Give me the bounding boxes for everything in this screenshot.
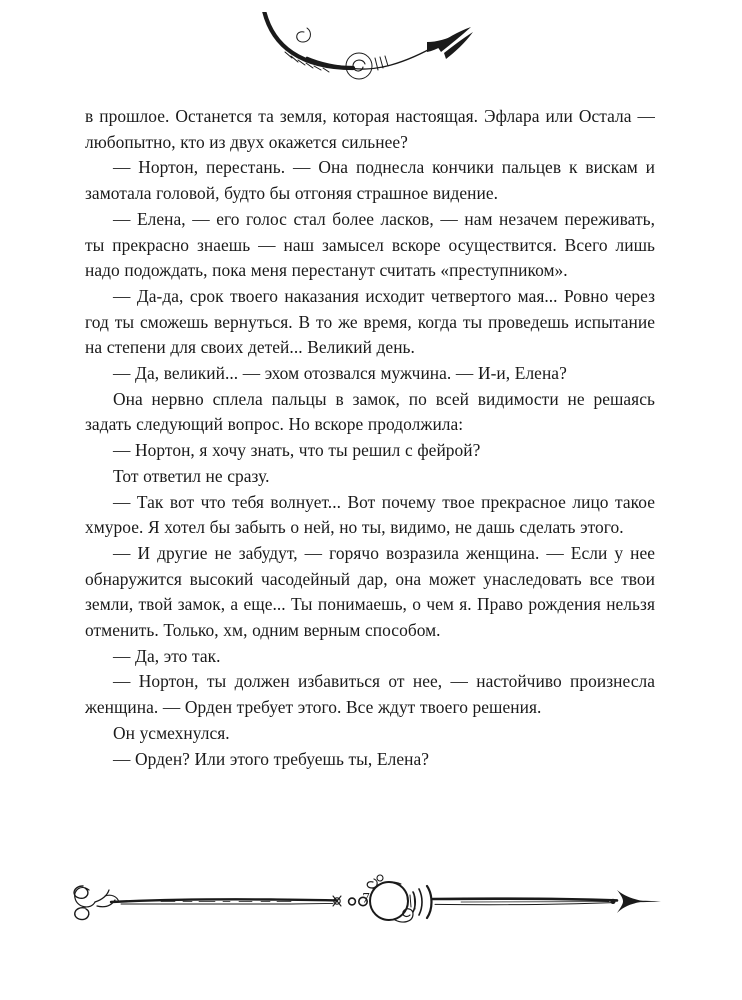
paragraph: — Орден? Или этого требуешь ты, Елена? (113, 748, 429, 769)
page-number: 7 (362, 890, 370, 907)
paragraph: — Нортон, ты должен избавиться от нее, — настойчиво произнесла женщина. — Орден требует этого. Все ждут твоего решения. (85, 671, 655, 718)
paragraph: — Так вот что тебя волнует... Вот почему твое прекрасное лицо такое хмурое. Я хотел бы забыть о ней, но ты, видимо, не дашь сделать этого. (85, 491, 655, 538)
paragraph: — Да, великий... — эхом отозвался мужчина. — И-и, Елена? (113, 363, 567, 384)
bottom-ornament (0, 862, 742, 938)
paragraph: — Нортон, перестань. — Она поднесла кончики пальцев к вискам и замотала головой, будто бы отгоняя страшное видение. (85, 157, 655, 204)
page-rule-ornament-icon (61, 862, 681, 938)
swirl-flourish-icon (241, 12, 501, 92)
paragraph: — Да-да, срок твоего наказания исходит четвертого мая... Ровно через год ты сможешь вернуться. В то же время, когда ты проведешь испытание на степени для своих детей... Великий день. (85, 285, 655, 358)
top-ornament (0, 8, 742, 96)
paragraph: — Да, это так. (113, 645, 221, 666)
page-text-block (85, 104, 655, 772)
paragraph: — И другие не забудут, — горячо возразила женщина. — Если у нее обнаружится высокий часодейный дар, она может унаследовать все твои земли, твой замок, а еще... Ты понимаешь, о чем я. Право рождения нельзя отменить. Только, хм, одним верным способом. (85, 542, 655, 641)
paragraph: — Нортон, я хочу знать, что ты решил с фейрой? (113, 440, 481, 461)
paragraph: Тот ответил не сразу. (113, 465, 270, 486)
paragraph: — Елена, — его голос стал более ласков, — нам незачем переживать, ты прекрасно знаешь — наш замысел вскоре осуществится. Всего лишь надо подождать, пока меня перестанут считать «преступником». (85, 208, 655, 281)
paragraph: Он усмехнулся. (113, 722, 230, 743)
paragraph: Она нервно сплела пальцы в замок, по всей видимости не решаясь задать следующий вопрос. Но вскоре продолжила: (85, 388, 655, 435)
paragraph: в прошлое. Останется та земля, которая настоящая. Эфлара или Остала — любопытно, кто из двух окажется сильнее? (85, 106, 655, 152)
